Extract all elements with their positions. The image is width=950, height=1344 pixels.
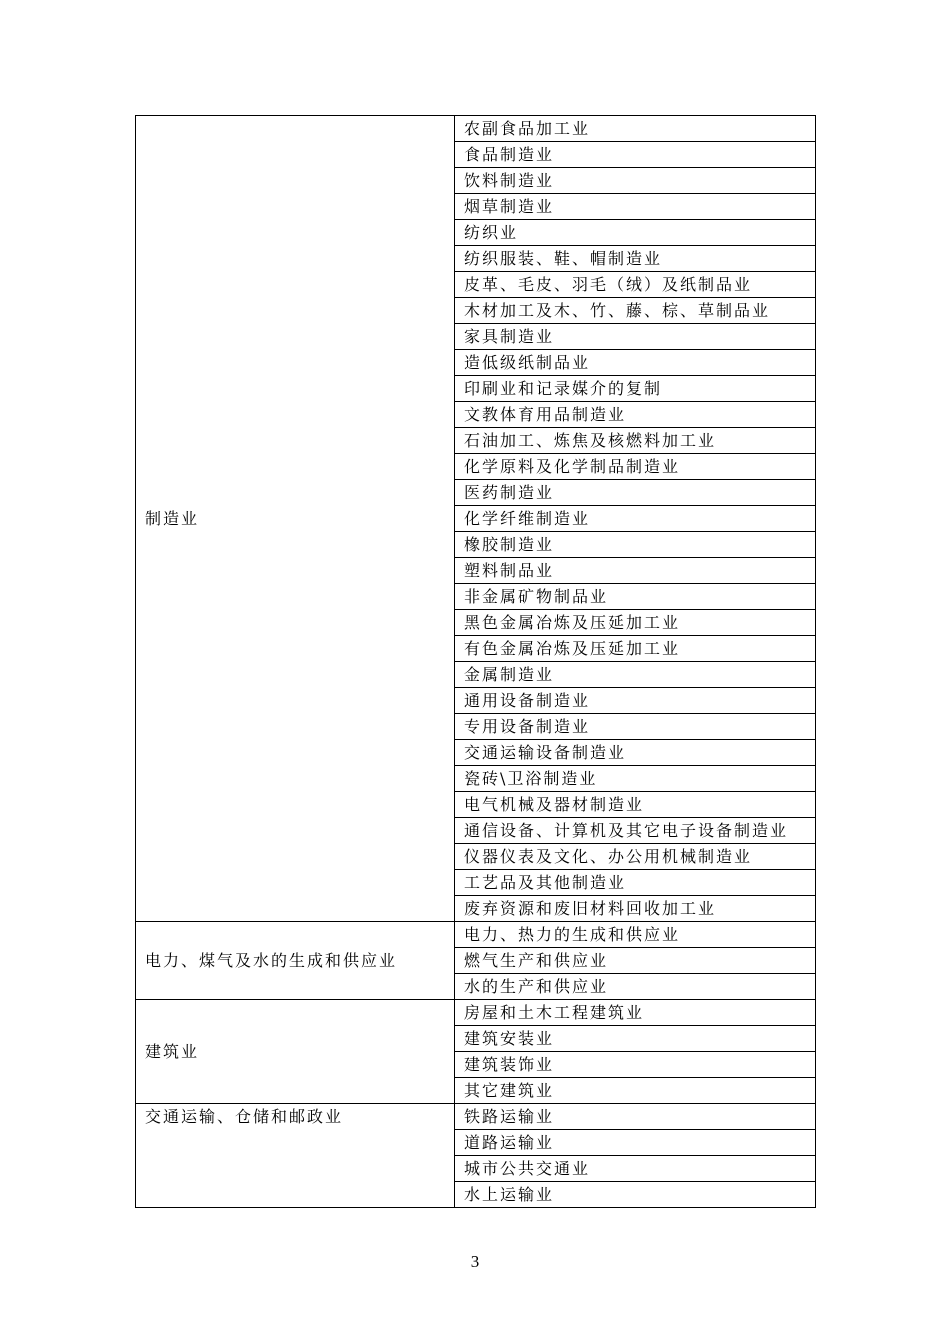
subcategory-cell: 造低级纸制品业	[455, 350, 816, 376]
subcategory-cell: 医药制造业	[455, 480, 816, 506]
subcategory-cell: 电力、热力的生成和供应业	[455, 922, 816, 948]
industry-table	[135, 115, 816, 1208]
subcategory-cell: 其它建筑业	[455, 1078, 816, 1104]
subcategory-cell: 纺织业	[455, 220, 816, 246]
subcategory-cell: 家具制造业	[455, 324, 816, 350]
subcategory-cell: 燃气生产和供应业	[455, 948, 816, 974]
category-cell: 制造业	[136, 116, 455, 922]
subcategory-cell: 道路运输业	[455, 1130, 816, 1156]
subcategory-cell: 水的生产和供应业	[455, 974, 816, 1000]
subcategory-cell: 石油加工、炼焦及核燃料加工业	[455, 428, 816, 454]
subcategory-cell: 建筑装饰业	[455, 1052, 816, 1078]
subcategory-cell: 橡胶制造业	[455, 532, 816, 558]
subcategory-cell: 通用设备制造业	[455, 688, 816, 714]
subcategory-cell: 化学原料及化学制品制造业	[455, 454, 816, 480]
category-cell: 建筑业	[136, 1000, 455, 1104]
subcategory-cell: 纺织服装、鞋、帽制造业	[455, 246, 816, 272]
subcategory-cell: 食品制造业	[455, 142, 816, 168]
industry-table-body	[136, 116, 816, 1208]
table-row	[136, 1104, 816, 1130]
subcategory-cell: 城市公共交通业	[455, 1156, 816, 1182]
subcategory-cell: 文教体育用品制造业	[455, 402, 816, 428]
subcategory-cell: 有色金属冶炼及压延加工业	[455, 636, 816, 662]
subcategory-cell: 电气机械及器材制造业	[455, 792, 816, 818]
subcategory-cell: 饮料制造业	[455, 168, 816, 194]
subcategory-cell: 黑色金属冶炼及压延加工业	[455, 610, 816, 636]
subcategory-cell: 交通运输设备制造业	[455, 740, 816, 766]
page-number: 3	[470, 1252, 480, 1271]
table-row	[136, 116, 816, 142]
subcategory-cell: 水上运输业	[455, 1182, 816, 1208]
subcategory-cell: 工艺品及其他制造业	[455, 870, 816, 896]
subcategory-cell: 印刷业和记录媒介的复制	[455, 376, 816, 402]
subcategory-cell: 非金属矿物制品业	[455, 584, 816, 610]
table-row	[136, 1000, 816, 1026]
subcategory-cell: 皮革、毛皮、羽毛（绒）及纸制品业	[455, 272, 816, 298]
subcategory-cell: 木材加工及木、竹、藤、棕、草制品业	[455, 298, 816, 324]
subcategory-cell: 烟草制造业	[455, 194, 816, 220]
category-cell: 交通运输、仓储和邮政业	[136, 1104, 455, 1208]
table-row	[136, 922, 816, 948]
subcategory-cell: 仪器仪表及文化、办公用机械制造业	[455, 844, 816, 870]
subcategory-cell: 房屋和土木工程建筑业	[455, 1000, 816, 1026]
subcategory-cell: 专用设备制造业	[455, 714, 816, 740]
subcategory-cell: 通信设备、计算机及其它电子设备制造业	[455, 818, 816, 844]
subcategory-cell: 塑料制品业	[455, 558, 816, 584]
subcategory-cell: 建筑安装业	[455, 1026, 816, 1052]
subcategory-cell: 金属制造业	[455, 662, 816, 688]
subcategory-cell: 瓷砖\卫浴制造业	[455, 766, 816, 792]
subcategory-cell: 化学纤维制造业	[455, 506, 816, 532]
subcategory-cell: 农副食品加工业	[455, 116, 816, 142]
category-cell: 电力、煤气及水的生成和供应业	[136, 922, 455, 1000]
subcategory-cell: 铁路运输业	[455, 1104, 816, 1130]
subcategory-cell: 废弃资源和废旧材料回收加工业	[455, 896, 816, 922]
